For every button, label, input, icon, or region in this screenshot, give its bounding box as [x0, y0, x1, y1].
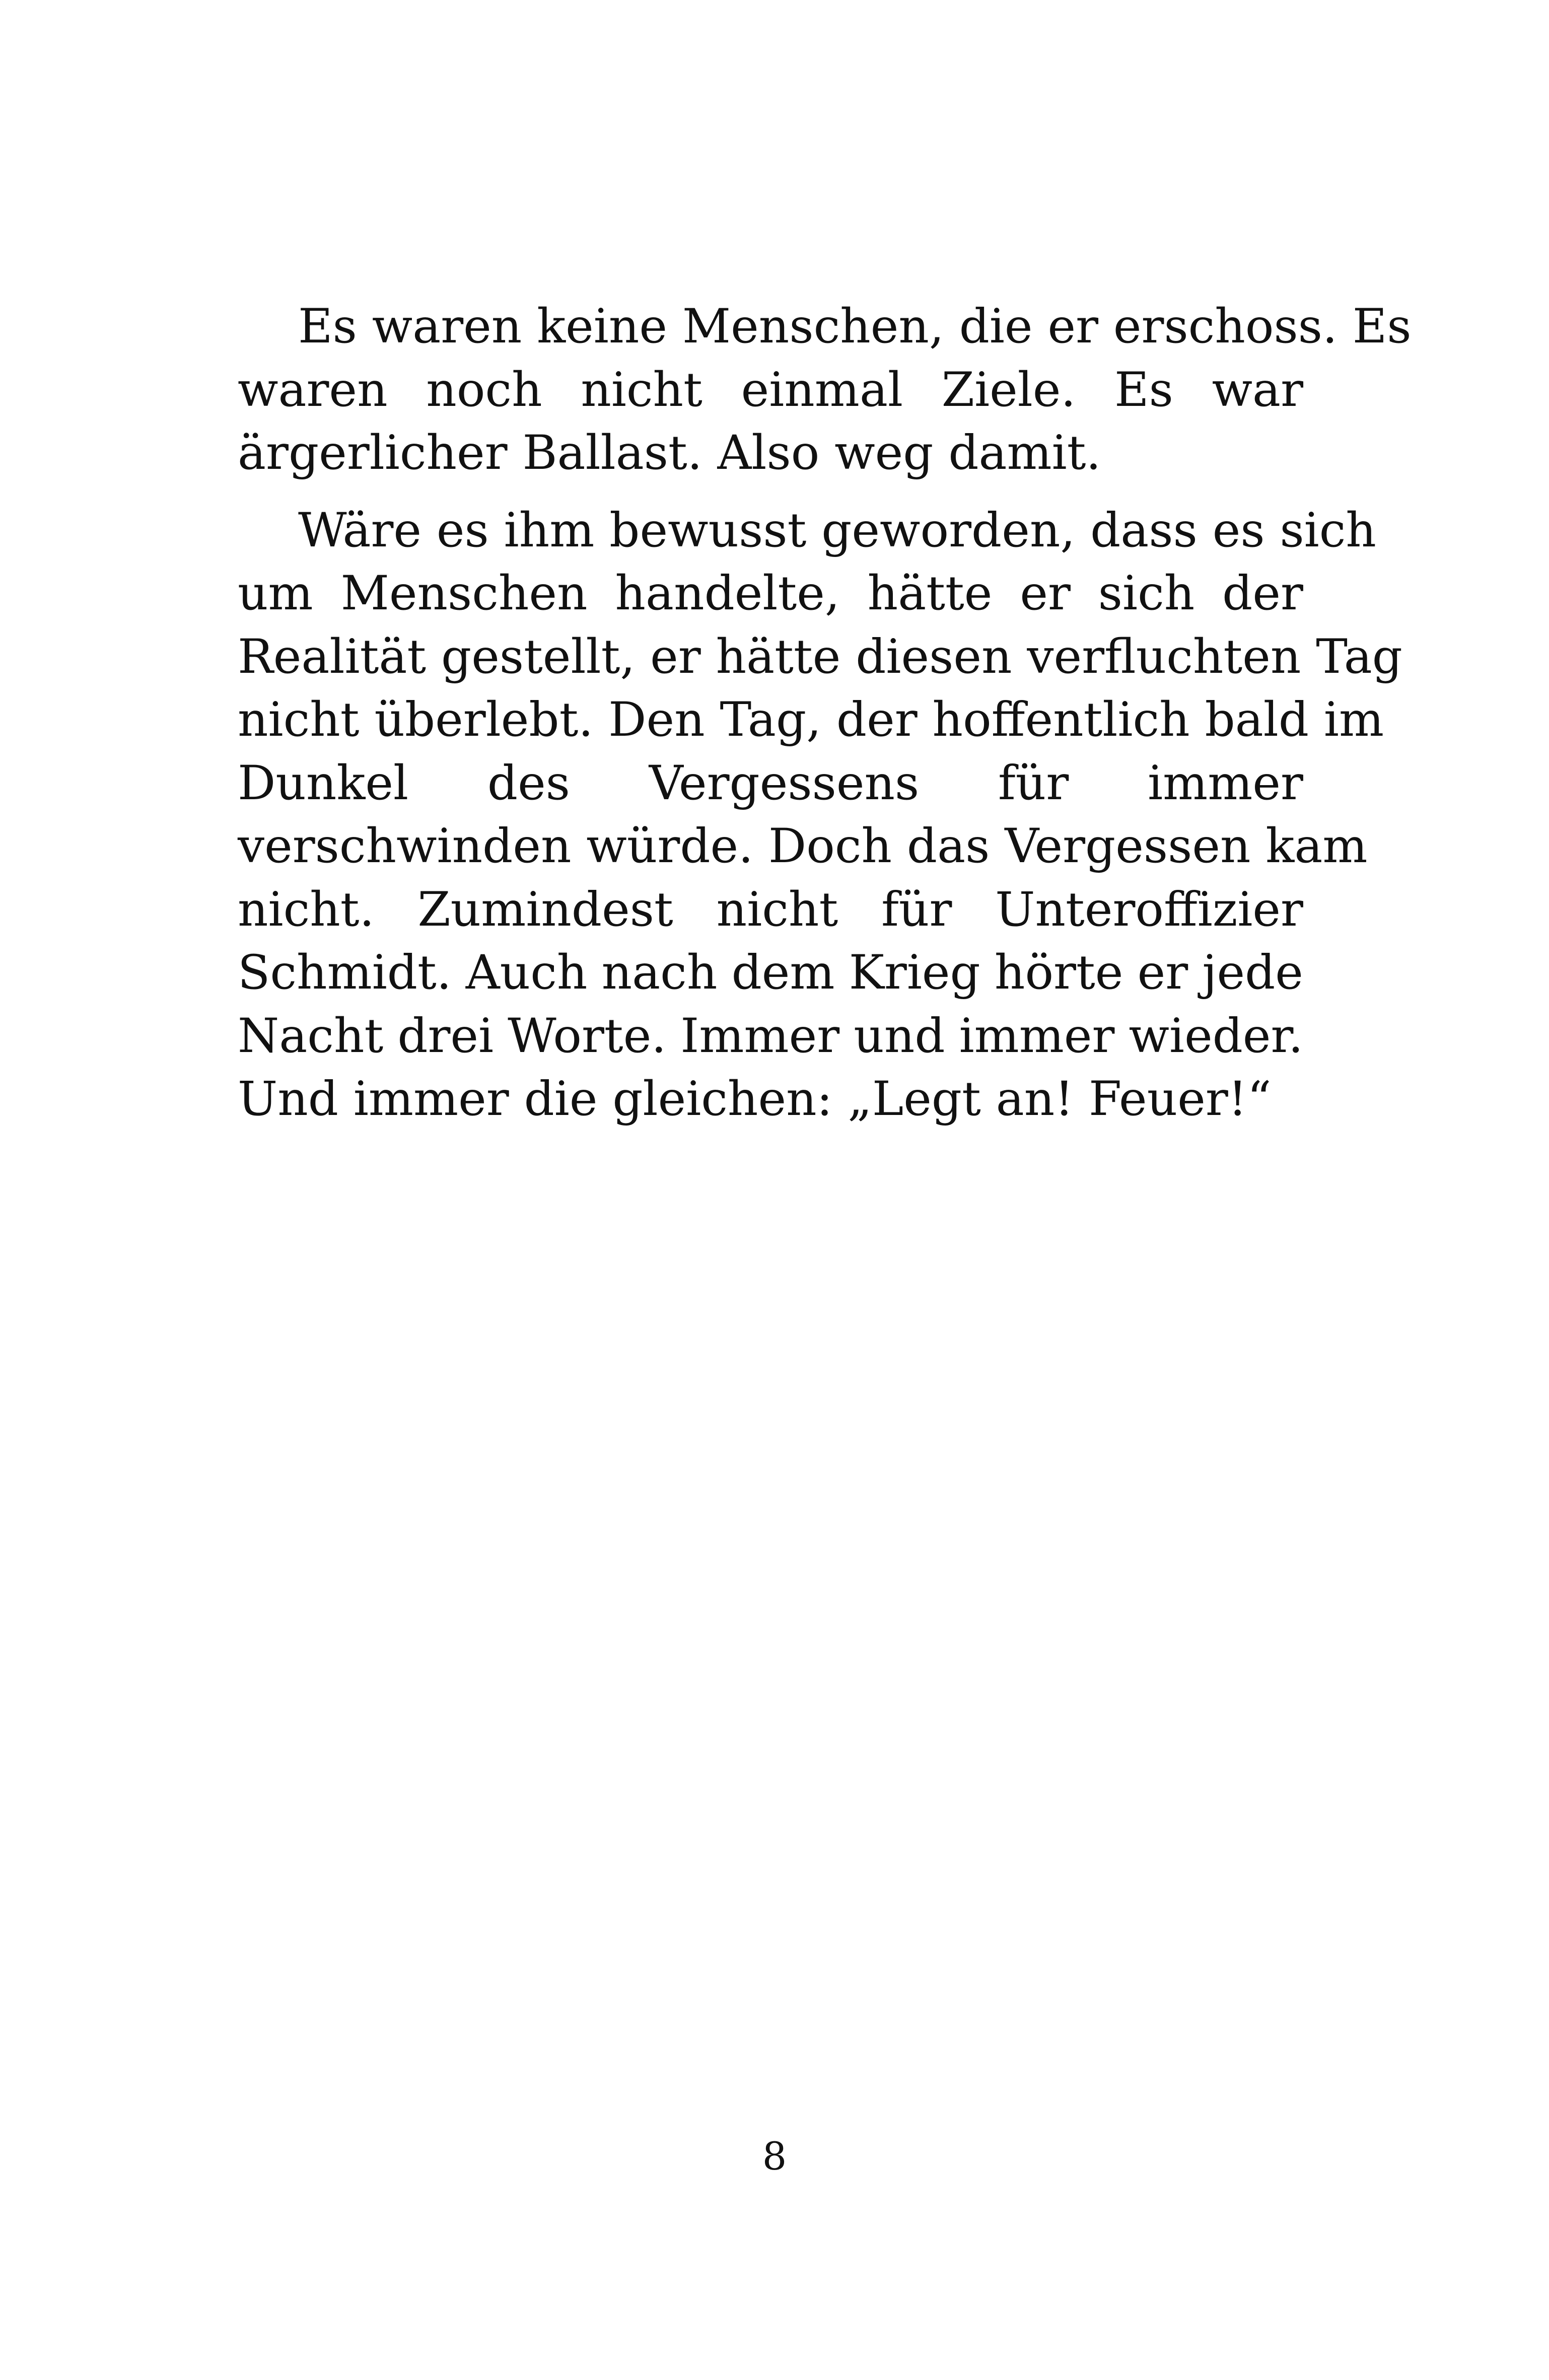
word: sich: [1098, 566, 1195, 621]
text-line: Wäre es ihm bewusst geworden, dass es sich: [298, 503, 1376, 558]
word: nicht: [581, 362, 702, 417]
text-line: nicht überlebt. Den Tag, der hoffentlich bald im: [238, 692, 1384, 747]
word: noch: [426, 362, 542, 417]
text-line: verschwinden würde. Doch das Vergessen kam: [238, 819, 1368, 874]
word: waren: [238, 362, 388, 417]
paragraph-gap: [238, 485, 1303, 499]
page-number: 8: [762, 2134, 787, 2179]
text-line: [238, 562, 1303, 625]
word: Vergessens: [649, 755, 920, 811]
text-line: Realität gestellt, er hätte diesen verfluchten Tag: [238, 629, 1402, 684]
text-line: Und immer die gleichen: „Legt an! Feuer!“: [238, 1072, 1272, 1127]
word: nach: [601, 945, 718, 1000]
word: wieder.: [1129, 1008, 1303, 1064]
word: Menschen: [340, 566, 588, 621]
word: dem: [731, 945, 835, 1000]
word: handelte,: [615, 566, 840, 621]
word: jede: [1202, 945, 1303, 1000]
text-line: [238, 1005, 1303, 1068]
word: hätte: [867, 566, 993, 621]
word: drei: [397, 1008, 494, 1064]
word: hörte: [994, 945, 1123, 1000]
word: er: [1137, 945, 1188, 1000]
word: des: [487, 755, 570, 811]
word: immer: [1148, 755, 1303, 811]
paragraph: [238, 295, 1412, 485]
word: immer: [959, 1008, 1115, 1064]
word: nicht.: [238, 882, 375, 937]
text-line: [238, 359, 1303, 422]
word: Ziele.: [941, 362, 1076, 417]
text-line: [238, 878, 1303, 942]
word: er: [1020, 566, 1071, 621]
word: Worte.: [508, 1008, 667, 1064]
word: Unteroffizier: [995, 882, 1303, 937]
word: und: [854, 1008, 945, 1064]
body-text: [238, 295, 1412, 1131]
word: Auch: [465, 945, 588, 1000]
word: Schmidt.: [238, 945, 452, 1000]
word: für: [998, 755, 1069, 811]
text-line: Es waren keine Menschen, die er erschoss. Es: [298, 299, 1412, 354]
word: Krieg: [849, 945, 980, 1000]
word: Es: [1114, 362, 1173, 417]
word: Immer: [680, 1008, 840, 1064]
text-line: [238, 941, 1303, 1005]
word: um: [238, 566, 313, 621]
word: war: [1212, 362, 1303, 417]
word: nicht: [716, 882, 838, 937]
word: Zumindest: [417, 882, 673, 937]
paragraph: [238, 499, 1402, 1131]
word: für: [881, 882, 952, 937]
word: Dunkel: [238, 755, 409, 811]
text-line: ärgerlicher Ballast. Also weg damit.: [238, 426, 1101, 480]
word: Nacht: [238, 1008, 384, 1064]
text-line: [238, 752, 1303, 815]
word: der: [1222, 566, 1303, 621]
word: einmal: [741, 362, 903, 417]
